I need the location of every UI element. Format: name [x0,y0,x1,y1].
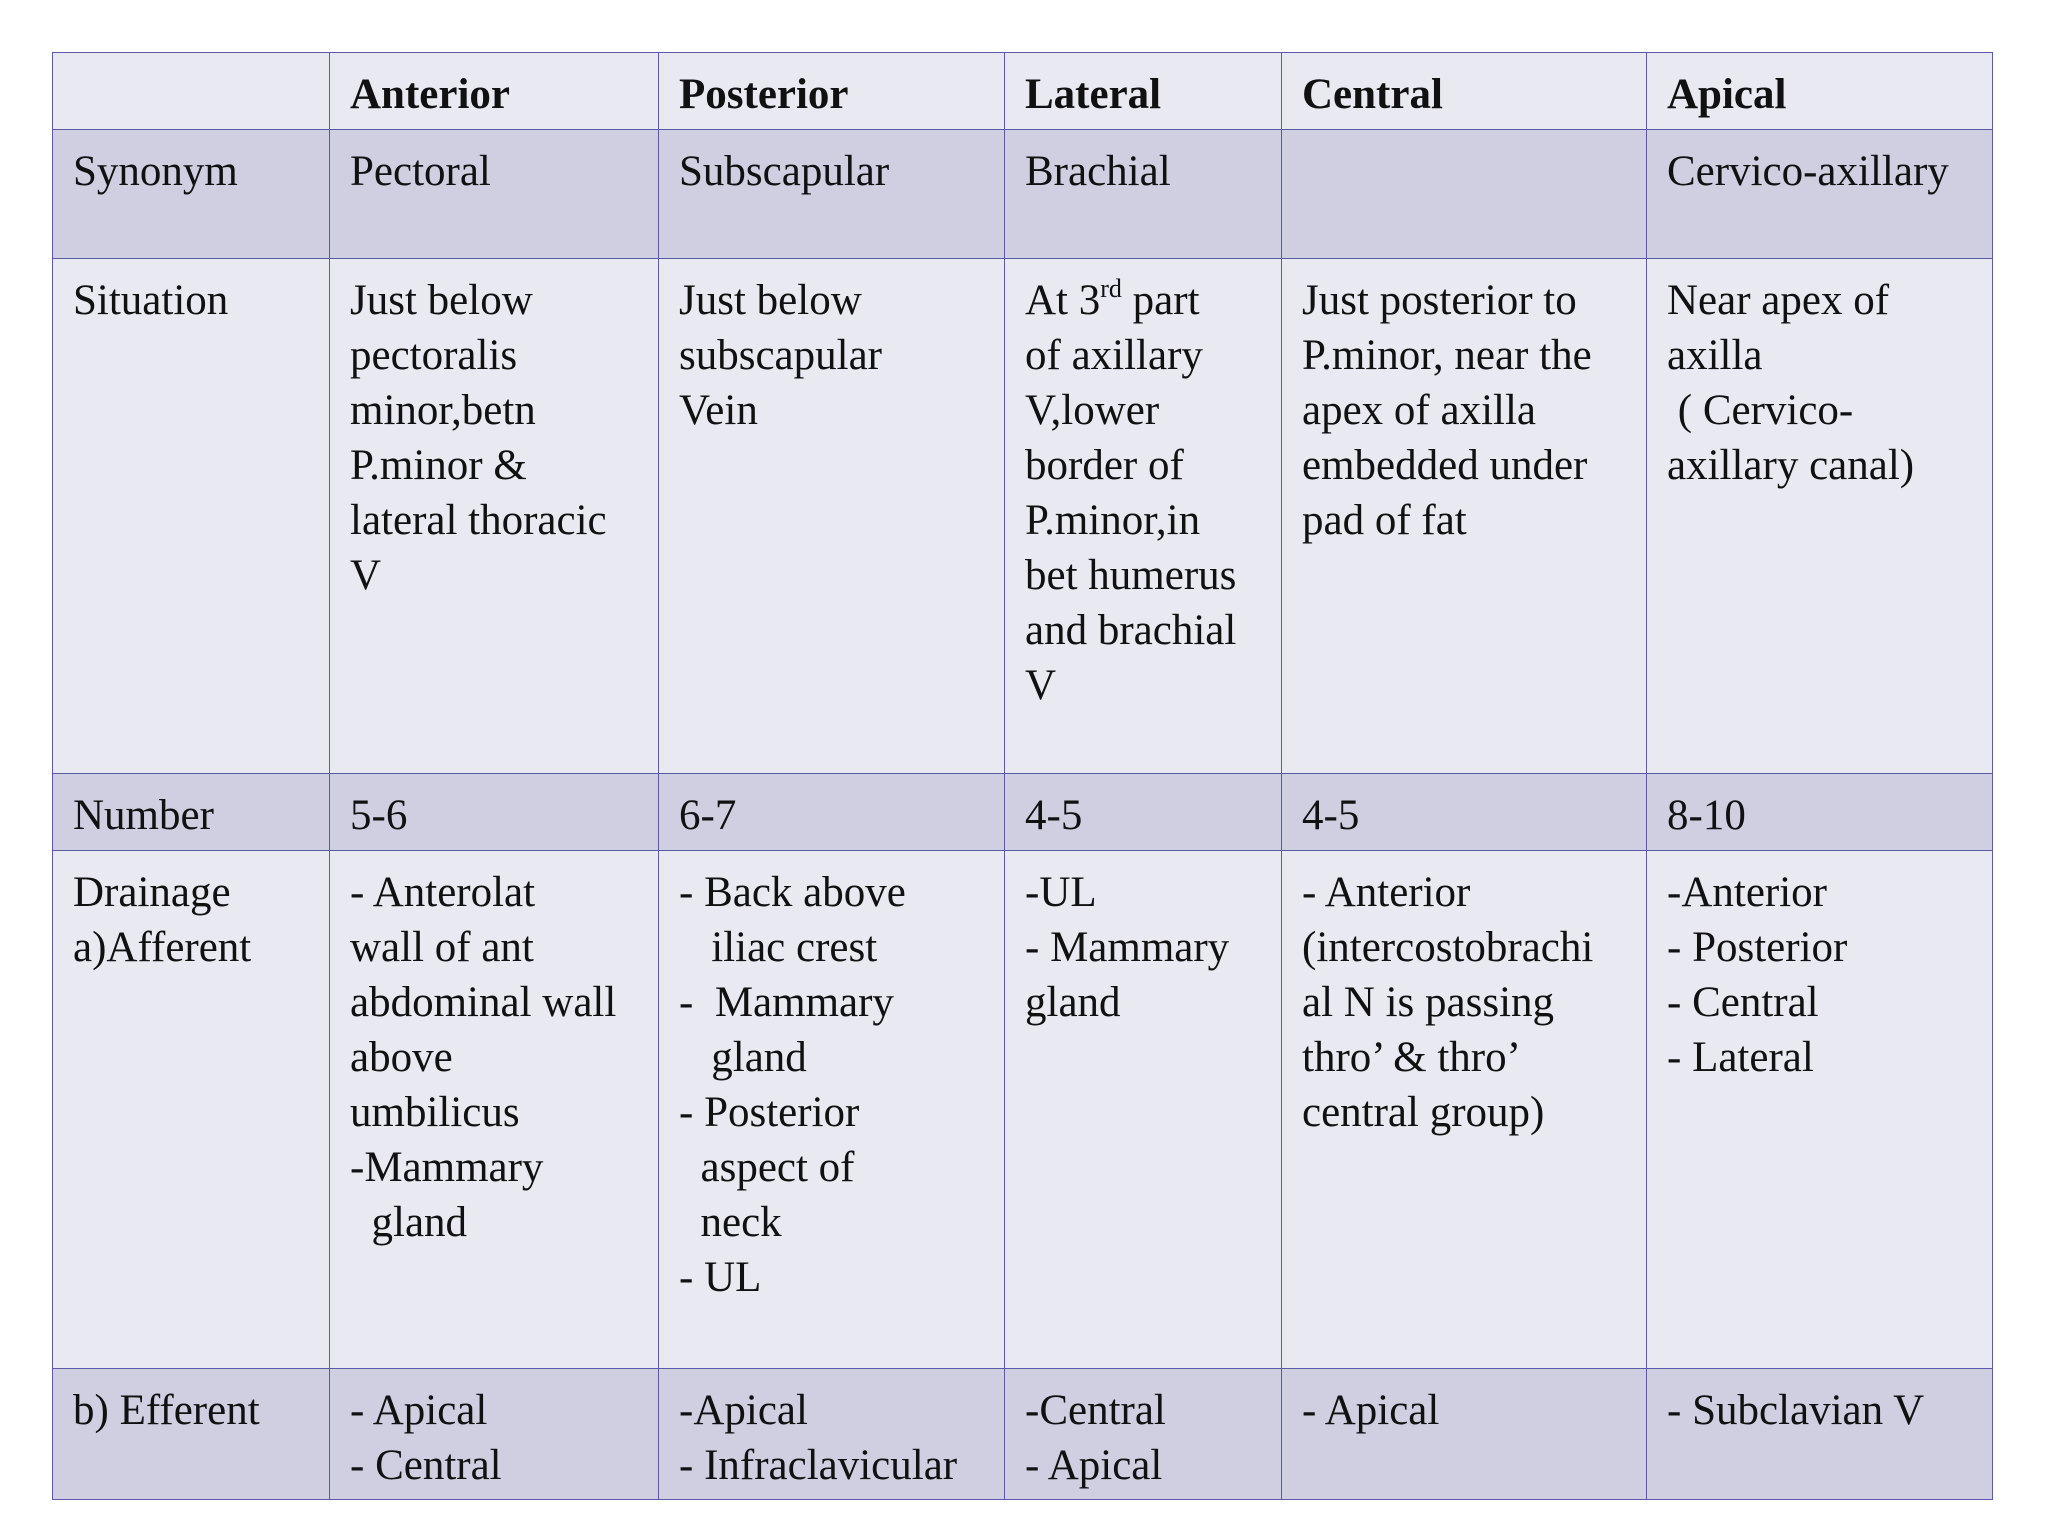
efferent-row [53,1369,1993,1500]
situation-central-line: embedded under [1302,442,1588,489]
afferent-central-line: - Anterior [1302,869,1471,916]
situation-central-line: P.minor, near the [1302,332,1592,379]
afferent-label-line: a)Afferent [73,924,252,971]
afferent-label-line: Drainage [73,869,231,916]
afferent-anterior-line: above [350,1034,453,1081]
afferent-central-line: (intercostobrachi [1302,924,1594,971]
efferent-posterior-line: - Infraclavicular [679,1442,958,1489]
situation-lateral-line: bet humerus [1025,552,1237,599]
situation-apical [1647,259,1993,774]
afferent-posterior-line: - Mammary [679,979,894,1026]
afferent-central-line: al N is passing [1302,979,1555,1026]
situation-posterior-line: Just below [679,277,862,324]
number-lateral: 4-5 [1005,774,1282,851]
afferent-posterior-line: - Posterior [679,1089,860,1136]
situation-lateral-first-line [1025,273,1261,328]
situation-central-line: apex of axilla [1302,387,1537,434]
afferent-posterior-line: neck [679,1199,782,1246]
efferent-anterior [330,1369,659,1500]
situation-apical-line: axillary canal) [1667,442,1915,489]
afferent-anterior-line: abdominal wall [350,979,617,1026]
afferent-apical-line: - Lateral [1667,1034,1814,1081]
number-row [53,774,1993,851]
efferent-label: b) Efferent [53,1369,330,1500]
afferent-lateral-line: - Mammary [1025,924,1230,971]
synonym-lateral: Brachial [1005,130,1282,259]
afferent-lateral-line: -UL [1025,869,1097,916]
synonym-posterior: Subscapular [659,130,1005,259]
efferent-central-line: - Apical [1302,1387,1440,1434]
situation-apical-line: Near apex of [1667,277,1890,324]
afferent-apical [1647,851,1993,1369]
column-header-apical: Apical [1647,53,1993,130]
column-header-posterior: Posterior [659,53,1005,130]
afferent-central-line: central group) [1302,1089,1545,1136]
efferent-central [1282,1369,1647,1500]
situation-central-line: pad of fat [1302,497,1467,544]
afferent-anterior-line: umbilicus [350,1089,520,1136]
afferent-posterior-line: - Back above [679,869,906,916]
afferent-anterior-line: -Mammary [350,1144,544,1191]
synonym-central [1282,130,1647,259]
situation-lateral-line: P.minor,in [1025,497,1201,544]
number-central: 4-5 [1282,774,1647,851]
situation-anterior-line: V [350,552,382,599]
situation-lateral-line: V [1025,662,1057,709]
efferent-anterior-line: - Central [350,1442,502,1489]
synonym-anterior: Pectoral [330,130,659,259]
afferent-posterior-line: gland [679,1034,807,1081]
situation-central [1282,259,1647,774]
situation-lateral-line: border of [1025,442,1184,489]
situation-anterior-line: P.minor & [350,442,527,489]
efferent-lateral-line: - Apical [1025,1442,1163,1489]
afferent-posterior [659,851,1005,1369]
situation-lateral-text: At 3 [1025,277,1101,324]
afferent-apical-line: - Central [1667,979,1819,1026]
situation-anterior-line: pectoralis [350,332,518,379]
lymph-node-groups-table [52,52,1993,1500]
situation-label: Situation [53,259,330,774]
afferent-posterior-line: - UL [679,1254,762,1301]
number-posterior: 6-7 [659,774,1005,851]
efferent-lateral-line: -Central [1025,1387,1166,1434]
efferent-posterior-line: -Apical [679,1387,808,1434]
efferent-apical [1647,1369,1993,1500]
afferent-anterior-line: gland [350,1199,468,1246]
synonym-label: Synonym [53,130,330,259]
afferent-posterior-line: iliac crest [679,924,878,971]
afferent-central [1282,851,1647,1369]
efferent-posterior [659,1369,1005,1500]
afferent-lateral-line: gland [1025,979,1121,1026]
situation-lateral-text: part [1121,277,1200,324]
afferent-anterior-line: - Anterolat [350,869,536,916]
efferent-lateral [1005,1369,1282,1500]
number-apical: 8-10 [1647,774,1993,851]
situation-apical-line: ( Cervico- [1667,387,1854,434]
afferent-lateral [1005,851,1282,1369]
corner-cell [53,53,330,130]
situation-anterior-line: Just below [350,277,533,324]
situation-anterior-line: lateral thoracic [350,497,607,544]
situation-apical-line: axilla [1667,332,1763,379]
efferent-apical-line: - Subclavian V [1667,1387,1925,1434]
column-header-central: Central [1282,53,1647,130]
afferent-anterior-line: wall of ant [350,924,534,971]
afferent-central-line: thro’ & thro’ [1302,1034,1521,1081]
situation-posterior-line: subscapular [679,332,882,379]
number-label: Number [53,774,330,851]
situation-row [53,259,1993,774]
situation-anterior [330,259,659,774]
afferent-posterior-line: aspect of [679,1144,855,1191]
situation-posterior [659,259,1005,774]
situation-lateral-line: V,lower [1025,387,1160,434]
situation-central-line: Just posterior to [1302,277,1577,324]
afferent-apical-line: -Anterior [1667,869,1827,916]
synonym-row [53,130,1993,259]
situation-lateral [1005,259,1282,774]
efferent-anterior-line: - Apical [350,1387,488,1434]
situation-posterior-line: Vein [679,387,758,434]
afferent-anterior [330,851,659,1369]
synonym-apical: Cervico-axillary [1647,130,1993,259]
afferent-apical-line: - Posterior [1667,924,1848,971]
afferent-label [53,851,330,1369]
afferent-row [53,851,1993,1369]
situation-lateral-line: of axillary [1025,332,1203,379]
number-anterior: 5-6 [330,774,659,851]
ordinal-superscript: rd [1100,273,1122,303]
situation-anterior-line: minor,betn [350,387,536,434]
column-header-lateral: Lateral [1005,53,1282,130]
header-row [53,53,1993,130]
situation-lateral-line: and brachial [1025,607,1237,654]
column-header-anterior: Anterior [330,53,659,130]
